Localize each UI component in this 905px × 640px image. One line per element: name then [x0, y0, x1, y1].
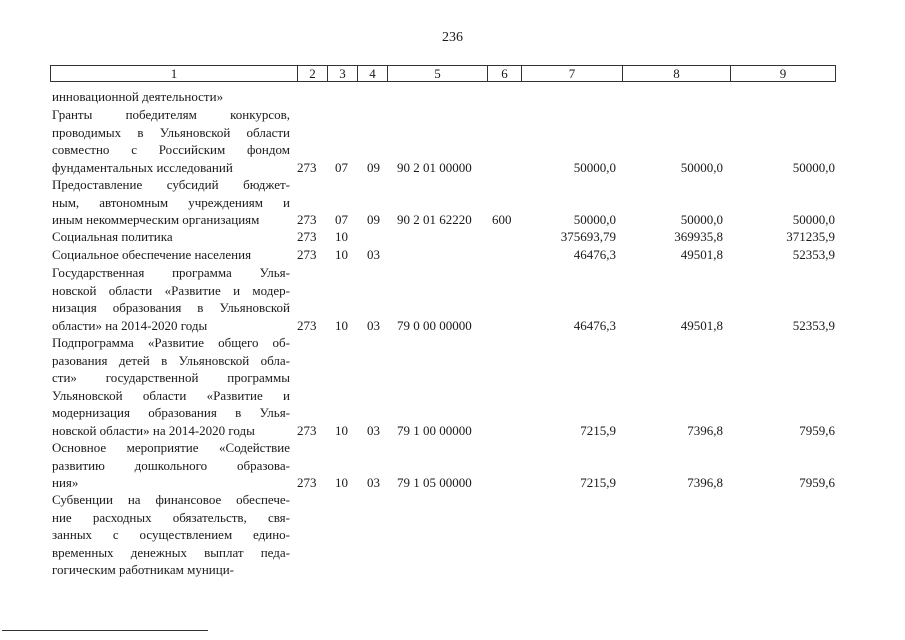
cell-c5: 79 0 00 00000	[397, 317, 472, 333]
cell-c9: 52353,9	[792, 247, 835, 262]
description-line: разования детей в Ульяновской обла-	[52, 352, 290, 368]
description-line: Социальное обеспечение населения	[52, 247, 252, 262]
cell-c2: 273	[297, 159, 317, 175]
cell-c5: 90 2 01 62220	[397, 212, 472, 227]
cell-c7: 46476,3	[573, 317, 616, 333]
cell-c4: 03	[367, 475, 380, 490]
cell-c2: 273	[297, 317, 317, 333]
description-line: Субвенции на финансовое обеспече-	[52, 492, 290, 507]
row-description	[52, 334, 290, 439]
description-line: Основное мероприятие «Содействие	[52, 440, 290, 455]
cell-c8: 369935,8	[674, 229, 723, 244]
cell-c8: 50000,0	[680, 212, 723, 227]
description-line: занных с осуществлением едино-	[52, 527, 290, 542]
description-line: совместно с Российским фондом	[52, 142, 290, 157]
page-number: 236	[442, 30, 463, 45]
cell-c2: 273	[297, 422, 317, 438]
cell-c7: 7215,9	[580, 422, 616, 438]
description-line: проводимых в Ульяновской области	[52, 124, 290, 140]
cell-c9: 7959,6	[799, 475, 835, 490]
cell-c5: 90 2 01 00000	[397, 159, 472, 175]
cell-c8: 7396,8	[687, 422, 723, 438]
description-line: Социальная политика	[52, 229, 173, 244]
description-line: Предоставление субсидий бюджет-	[52, 177, 290, 192]
cell-c3: 07	[335, 212, 348, 227]
cell-c4: 09	[367, 212, 380, 227]
cell-c4: 03	[367, 317, 380, 333]
cell-c3: 10	[335, 422, 348, 438]
description-line: ния»	[52, 475, 79, 490]
description-line: ние расходных обязательств, свя-	[52, 509, 290, 525]
description-line: новской области «Развитие и модер-	[52, 282, 290, 298]
cell-c3: 10	[335, 317, 348, 333]
description-line: иным некоммерческим организациям	[52, 212, 260, 227]
cell-c2: 273	[297, 212, 317, 227]
cell-c9: 50000,0	[792, 212, 835, 227]
cell-c2: 273	[297, 229, 317, 244]
cell-c8: 49501,8	[680, 247, 723, 262]
cell-c9: 52353,9	[792, 317, 835, 333]
cell-c3: 10	[335, 475, 348, 490]
header-col-4: 4	[358, 66, 388, 81]
description-line: низация образования в Ульяновской	[52, 300, 290, 315]
cell-c3: 10	[335, 229, 348, 244]
description-line: ным, автономным учреждениям и	[52, 194, 290, 210]
table-header	[50, 65, 836, 82]
row-description	[52, 491, 290, 579]
description-line: Ульяновской области «Развитие и	[52, 387, 290, 403]
footnote-divider	[2, 630, 208, 631]
cell-c4: 03	[367, 247, 380, 262]
row-description	[52, 106, 290, 176]
description-line: развитию дошкольного образова-	[52, 457, 290, 473]
cell-c7: 50000,0	[573, 159, 616, 175]
description-line: инновационной деятельности»	[52, 89, 224, 104]
cell-c6: 600	[492, 212, 512, 227]
row-description	[52, 228, 290, 246]
cell-c3: 10	[335, 247, 348, 262]
header-col-9: 9	[779, 66, 787, 81]
row-description	[52, 88, 290, 106]
description-line: Гранты победителям конкурсов,	[52, 107, 290, 122]
cell-c5: 79 1 00 00000	[397, 422, 472, 438]
header-col-7: 7	[522, 66, 623, 81]
cell-c7: 50000,0	[573, 212, 616, 227]
cell-c2: 273	[297, 475, 317, 490]
cell-c9: 50000,0	[792, 159, 835, 175]
description-line: области» на 2014-2020 годы	[52, 317, 208, 333]
description-line: гогическим работникам муници-	[52, 562, 235, 577]
cell-c9: 371235,9	[786, 229, 835, 244]
cell-c8: 50000,0	[680, 159, 723, 175]
description-line: временных денежных выплат педа-	[52, 544, 290, 560]
cell-c4: 09	[367, 159, 380, 175]
cell-c7: 7215,9	[580, 475, 616, 490]
header-col-5: 5	[388, 66, 488, 81]
cell-c2: 273	[297, 247, 317, 262]
header-col-6: 6	[488, 66, 522, 81]
cell-c9: 7959,6	[799, 422, 835, 438]
description-line: новской области» на 2014-2020 годы	[52, 422, 255, 438]
description-line: сти» государственной программы	[52, 370, 290, 385]
row-description	[52, 246, 290, 264]
header-col-1: 1	[51, 66, 298, 81]
header-col-8: 8	[623, 66, 731, 81]
description-line: фундаментальных исследований	[52, 159, 233, 175]
header-col-2: 2	[298, 66, 328, 81]
description-line: Государственная программа Улья-	[52, 265, 290, 280]
description-line: Подпрограмма «Развитие общего об-	[52, 335, 290, 350]
cell-c7: 375693,79	[560, 229, 616, 244]
cell-c8: 7396,8	[687, 475, 723, 490]
description-line: модернизация образования в Улья-	[52, 405, 290, 420]
cell-c4: 03	[367, 422, 380, 438]
row-description	[52, 264, 290, 334]
cell-c8: 49501,8	[680, 317, 723, 333]
cell-c7: 46476,3	[573, 247, 616, 262]
row-description	[52, 176, 290, 229]
row-description	[52, 439, 290, 492]
cell-c5: 79 1 05 00000	[397, 475, 472, 490]
cell-c3: 07	[335, 159, 348, 175]
header-col-3: 3	[328, 66, 358, 81]
